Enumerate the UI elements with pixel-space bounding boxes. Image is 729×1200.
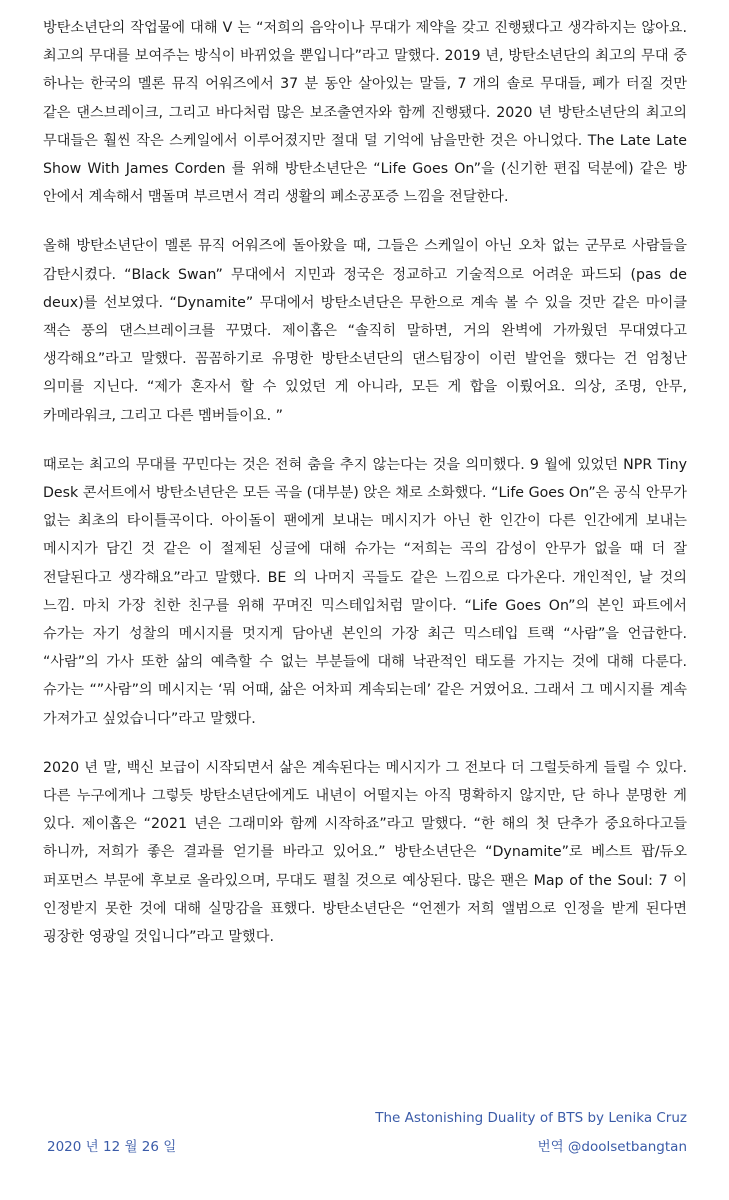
translator-credit: 번역 @doolsetbangtan — [537, 1139, 687, 1155]
publication-date: 2020 년 12 월 26 일 — [47, 1139, 177, 1155]
paragraph-2: 올해 방탄소년단이 멜론 뮤직 어워즈에 돌아왔을 때, 그들은 스케일이 아닌 오차 없는 군무로 사람들을 감탄시켰다. “Black Swan” 무대에서 지민과 정국은 정교하고 기술적으로 어려운 파드되 (pas de deux)를 선보였다. “Dynamite” 무대에서 방탄소년단은 무한으로 계속 볼 수 있을 것만 같은 마이클 잭슨 풍의 댄스브레이크를 꾸몄다. 제이홉은 “솔직히 말하면, 거의 완벽에 가까웠던 무대였다고 생각해요”라고 말했다. 꼼꼼하기로 유명한 방탄소년단의 댄스팀장이 이런 발언을 했다는 건 엄청난 의미를 지닌다. “제가 혼자서 할 수 있었던 게 아니라, 모든 게 합을 이뤘어요. 의상, 조명, 안무, 카메라워크, 그리고 다른 멤버들이요. ” — [43, 238, 687, 424]
paragraph-3: 때로는 최고의 무대를 꾸민다는 것은 전혀 춤을 추지 않는다는 것을 의미했다. 9 월에 있었던 NPR Tiny Desk 콘서트에서 방탄소년단은 모든 곡을 (대부분) 앉은 채로 소화했다. “Life Goes On”은 공식 안무가 없는 최초의 타이틀곡이다. 아이돌이 팬에게 보내는 메시지가 아닌 한 인간이 다른 인간에게 보내는 메시지가 담긴 것 같은 이 절제된 싱글에 대해 슈가는 “저희는 곡의 감성이 안무가 없을 때 더 잘 전달된다고 생각해요”라고 말했다. BE 의 나머지 곡들도 같은 느낌으로 다가온다. 개인적인, 날 것의 느낌. 마치 가장 친한 친구를 위해 꾸며진 믹스테입처럼 말이다. “Life Goes On”의 본인 파트에서 슈가는 자기 성찰의 메시지를 멋지게 담아낸 본인의 가장 최근 믹스테입 트랙 “사람”을 언급한다. “사람”의 가사 또한 삶의 예측할 수 없는 부분들에 대해 낙관적인 태도를 가지는 것에 대해 다룬다. 슈가는 “”사람”의 메시지는 ‘뭐 어때, 삶은 어차피 계속되는데’ 같은 거였어요. 그래서 그 메시지를 계속 가져가고 싶었습니다”라고 말했다. — [43, 456, 687, 727]
article-body — [43, 14, 687, 972]
paragraph-4: 2020 년 말, 백신 보급이 시작되면서 삶은 계속된다는 메시지가 그 전보다 더 그럴듯하게 들릴 수 있다. 다른 누구에게나 그렇듯 방탄소년단에게도 내년이 어떨지는 아직 명확하지 않지만, 단 하나 분명한 게 있다. 제이홉은 “2021 년은 그래미와 함께 시작하죠”라고 말했다. “한 해의 첫 단추가 중요하다고들 하니까, 저희가 좋은 결과를 얻기를 바라고 있어요.” 방탄소년단은 “Dynamite”로 베스트 팝/듀오 퍼포먼스 부문에 후보로 올라있으며, 무대도 펼칠 것으로 예상된다. 많은 팬은 Map of the Soul: 7 이 인정받지 못한 것에 대해 실망감을 표했다. 방탄소년단은 “언젠가 저희 앨범으로 인정을 받게 된다면 굉장한 영광일 것입니다”라고 말했다. — [43, 759, 687, 946]
paragraph-1: 방탄소년단의 작업물에 대해 V 는 “저희의 음악이나 무대가 제약을 갖고 진행됐다고 생각하지는 않아요. 최고의 무대를 보여주는 방식이 바뀌었을 뿐입니다”라고 말했다. 2019 년, 방탄소년단의 최고의 무대 중 하나는 한국의 멜론 뮤직 어워즈에서 37 분 동안 살아있는 말들, 7 개의 솔로 무대들, 폐가 터질 것만 같은 댄스브레이크, 그리고 바다처럼 많은 보조출연자와 함께 진행됐다. 2020 년 방탄소년단의 최고의 무대들은 훨씬 작은 스케일에서 이루어졌지만 절대 덜 기억에 남을만한 것은 아니었다. The Late Late Show With James Corden 를 위해 방탄소년단은 “Life Goes On”을 (신기한 편집 덕분에) 같은 방 안에서 계속해서 맴돌며 부르면서 격리 생활의 폐소공포증 느낌을 전달한다. — [43, 20, 687, 206]
source-credit: The Astonishing Duality of BTS by Lenika Cruz — [375, 1110, 687, 1126]
